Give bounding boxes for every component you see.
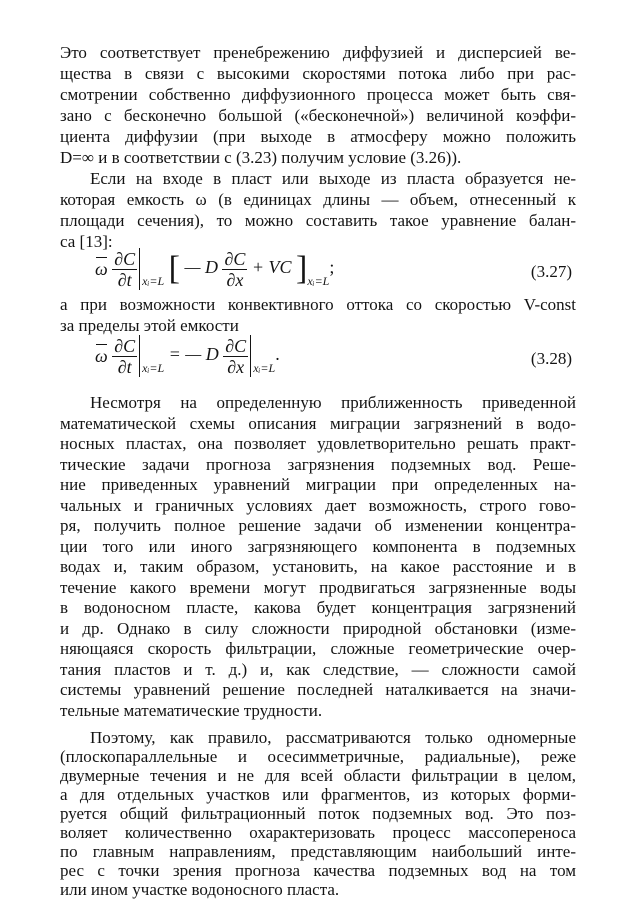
text-line: смотрении собственно диффузионного процесса может быть свя- bbox=[60, 85, 576, 104]
fraction-dc-dx bbox=[223, 336, 248, 377]
denominator: ∂t bbox=[117, 356, 132, 377]
equation-3-27 bbox=[95, 248, 334, 290]
text-line: ции того или иного загрязняющего компонента в подземных bbox=[60, 536, 576, 556]
text-line: двумерные течения и не для всей области фильтрации в целом, bbox=[60, 766, 576, 785]
numerator: ∂C bbox=[224, 248, 246, 269]
equation-tail: . bbox=[275, 344, 280, 365]
text-line: рес с точки зрения прогноза качества подземных вод на том bbox=[60, 861, 576, 880]
subscript-condition: xᵢ=L bbox=[307, 274, 330, 289]
equation-number: (3.28) bbox=[530, 349, 572, 368]
text-line: Это соответствует пренебрежению диффузией и дисперсией ве- bbox=[60, 43, 576, 62]
text-line: которая емкость ω (в единицах длины — объем, отнесенный к bbox=[60, 190, 576, 209]
numerator: ∂C bbox=[114, 248, 136, 269]
denominator: ∂x bbox=[226, 269, 244, 290]
subscript-condition: xᵢ=L bbox=[253, 361, 276, 376]
minus-d: — D bbox=[184, 257, 218, 278]
denominator: ∂t bbox=[117, 269, 132, 290]
subscript-condition: xᵢ=L bbox=[142, 361, 165, 376]
text-line: носных пластах, она позволяет удовлетворительно решать практ- bbox=[60, 434, 576, 453]
text-line: няющаяся скорость фильтрации, сложные геометрические очер- bbox=[60, 639, 576, 658]
text-line: ря, получить полное решение задачи об изменении концентра- bbox=[60, 516, 576, 535]
text-line: по главным направлениям, представляющим наибольший инте- bbox=[60, 842, 576, 861]
text-line: воляет количественно охарактеризовать процесс массопереноса bbox=[60, 823, 576, 842]
text-line: D=∞ и в соответствии с (3.23) получим условие (3.26)). bbox=[60, 148, 462, 167]
text-line: тания пластов и т. д.) и, как следствие, — сложности самой bbox=[60, 659, 576, 679]
text-line: щества в связи с высокими скоростями потока либо при рас- bbox=[60, 64, 576, 83]
omega-symbol: ω bbox=[95, 258, 108, 279]
eval-bar bbox=[250, 335, 251, 377]
text-line: течение какого времени могут продвигаться загрязненные воды bbox=[60, 577, 576, 597]
equation-tail: ; bbox=[329, 257, 335, 278]
fraction-dc-dt bbox=[112, 249, 137, 290]
right-bracket: ] bbox=[296, 250, 308, 287]
fraction-dc-dt bbox=[112, 336, 137, 377]
text-line: водах и, таким образом, установить, на какое расстояние и в bbox=[60, 557, 576, 576]
text-line: са [13]: bbox=[60, 232, 113, 251]
plus-vc: + VC bbox=[251, 257, 292, 278]
text-line: системы уравнений решение последней наталкивается на значи- bbox=[60, 680, 576, 699]
text-line: чальных и граничных условиях дает возможность, строго гово- bbox=[60, 495, 576, 515]
text-line: Если на входе в пласт или выходе из пласта образуется не- bbox=[90, 169, 576, 188]
text-line: площади сечения), то можно составить такое уравнение балан- bbox=[60, 211, 576, 230]
text-line: зано с бесконечно большой («бесконечной») величиной коэффи- bbox=[60, 106, 576, 125]
left-bracket: [ bbox=[168, 250, 180, 287]
text-line: циента диффузии (при выходе в атмосферу можно положить bbox=[60, 127, 576, 146]
omega-symbol: ω bbox=[95, 345, 108, 366]
text-line: математической схемы описания миграции загрязнений в водо- bbox=[60, 413, 576, 433]
text-line: (плоскопараллельные и осесимметричные, радиальные), реже bbox=[60, 747, 576, 766]
equation-number: (3.27) bbox=[530, 262, 572, 281]
subscript-condition: xᵢ=L bbox=[142, 274, 165, 289]
text-line: и др. Однако в силу сложности природной обстановки (изме- bbox=[60, 618, 576, 638]
text-line: в водоносном пласте, какова будет концентрация загрязнений bbox=[60, 598, 576, 617]
text-line: тельные математические трудности. bbox=[60, 700, 323, 720]
text-line: Поэтому, как правило, рассматриваются только одномерные bbox=[90, 728, 576, 747]
numerator: ∂C bbox=[114, 335, 136, 356]
text-line: тические задачи прогноза загрязнения подземных вод. Реше- bbox=[60, 454, 576, 474]
text-line: ние приведенных уравнений миграции при определенных на- bbox=[60, 475, 576, 494]
denominator: ∂x bbox=[227, 356, 245, 377]
equation-3-28 bbox=[95, 335, 280, 377]
text-line: за пределы этой емкости bbox=[60, 316, 239, 335]
eval-bar bbox=[139, 248, 140, 290]
equals-minus-d: = — D bbox=[168, 344, 219, 365]
text-line: Несмотря на определенную приближенность приведенной bbox=[90, 393, 576, 412]
text-line: а для отдельных участков или фрагментов, из которых форми- bbox=[60, 785, 576, 804]
fraction-dc-dx bbox=[222, 249, 247, 290]
eval-bar bbox=[139, 335, 140, 377]
text-line: или ином участке водоносного пласта. bbox=[60, 880, 340, 899]
text-line: руется общий фильтрационный поток подземных вод. Это поз- bbox=[60, 804, 576, 823]
numerator: ∂C bbox=[225, 335, 247, 356]
text-line: а при возможности конвективного оттока со скоростью V-const bbox=[60, 295, 576, 314]
